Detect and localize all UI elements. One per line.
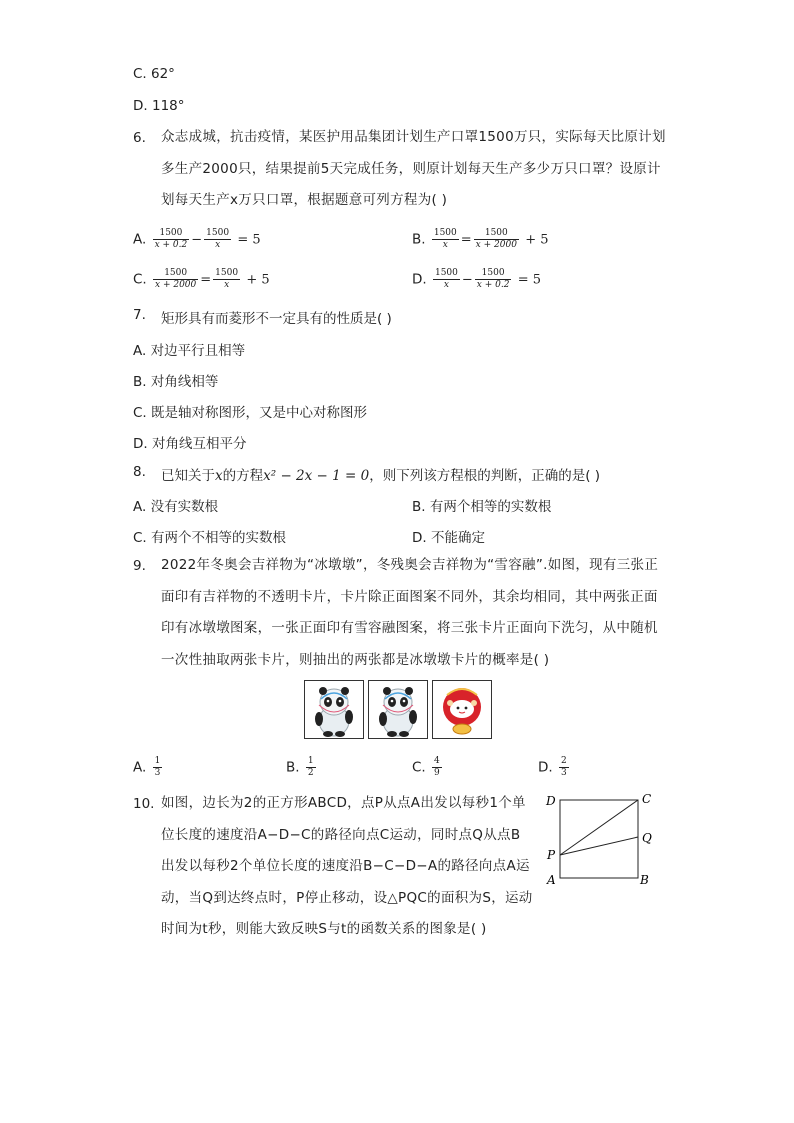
- q8-stem: 已知关于x的方程x² − 2x − 1 = 0，则下列该方程根的判断，正确的是( ): [161, 468, 601, 484]
- q7-stem: 矩形具有而菱形不一定具有的性质是( ): [161, 311, 392, 327]
- point-label-p: P: [547, 848, 556, 862]
- q7-option-d: D. 对角线互相平分: [133, 436, 247, 452]
- q6-option-a: A. $\frac{1500}{x + 0.2}$ − $\frac{1500}{x}$ = 5: [133, 228, 261, 250]
- q9-option-c: C. $\frac{4}{9}$: [412, 756, 440, 778]
- q9-stem: 2022年冬奥会吉祥物为“冰墩墩”，冬残奥会吉祥物为“雪容融”.如图，现有三张正面印有吉祥物的不透明卡片，卡片除正面图案不同外，其余均相同，其中两张正面印有冰墩墩图案，一张正面印有雪容融图案，将三张卡片正面向下洗匀，从中随机一次性抽取两张卡片，则抽出的两张都是冰墩墩卡片的概率是( ): [161, 557, 659, 668]
- vertex-label-c: C: [642, 792, 652, 806]
- q9-option-a: A. $\frac{1}{3}$: [133, 756, 161, 778]
- q5-option-d: D. 118°: [133, 98, 185, 114]
- bing-dwen-dwen-card-2: [368, 680, 428, 739]
- point-label-q: Q: [642, 831, 652, 845]
- q6-option-c: C. $\frac{1500}{x + 2000}$ = $\frac{1500}{x}$ + 5: [133, 268, 270, 290]
- vertex-label-d: D: [546, 794, 556, 808]
- q8-option-d: D. 不能确定: [412, 530, 485, 546]
- q10-number: 10.: [133, 796, 155, 812]
- square-abcd-diagram: [540, 790, 660, 890]
- q9-option-b: B. $\frac{1}{2}$: [286, 756, 314, 778]
- q7-option-a: A. 对边平行且相等: [133, 343, 246, 359]
- vertex-label-a: A: [547, 873, 556, 887]
- vertex-label-b: B: [640, 873, 649, 887]
- q8-option-b: B. 有两个相等的实数根: [412, 499, 552, 515]
- q7-option-c: C. 既是轴对称图形，又是中心对称图形: [133, 405, 368, 421]
- q8-option-c: C. 有两个不相等的实数根: [133, 530, 287, 546]
- q6-option-b: B. $\frac{1500}{x}$ = $\frac{1500}{x + 2000}$ + 5: [412, 228, 549, 250]
- q9-number: 9.: [133, 558, 146, 574]
- q8-number: 8.: [133, 464, 146, 480]
- bing-dwen-dwen-image: [305, 681, 363, 738]
- shuey-rhon-rhon-card: [432, 680, 492, 739]
- shuey-rhon-rhon-image: [433, 681, 491, 738]
- bing-dwen-dwen-image: [369, 681, 427, 738]
- q7-number: 7.: [133, 307, 146, 323]
- q6-number: 6.: [133, 130, 146, 146]
- q5-option-c: C. 62°: [133, 66, 175, 82]
- q6-option-d: D. $\frac{1500}{x}$ − $\frac{1500}{x + 0.2}$ = 5: [412, 268, 542, 290]
- bing-dwen-dwen-card-1: [304, 680, 364, 739]
- q6-stem: 众志成城，抗击疫情，某医护用品集团计划生产口罩1500万只，实际每天比原计划多生产2000只，结果提前5天完成任务，则原计划每天生产多少万只口罩？设原计划每天生产x万只口罩，根据题意可列方程为( ): [161, 129, 666, 208]
- q10-stem: 如图，边长为2的正方形ABCD，点P从点A出发以每秒1个单位长度的速度沿A−D−C的路径向点C运动，同时点Q从点B出发以每秒2个单位长度的速度沿B−C−D−A的路径向点A运动，当Q到达终点时，P停止移动，设△PQC的面积为S，运动时间为t秒，则能大致反映S与t的函数关系的图象是( ): [161, 795, 533, 937]
- q9-option-d: D. $\frac{2}{3}$: [538, 756, 567, 778]
- q8-option-a: A. 没有实数根: [133, 499, 219, 515]
- q7-option-b: B. 对角线相等: [133, 374, 219, 390]
